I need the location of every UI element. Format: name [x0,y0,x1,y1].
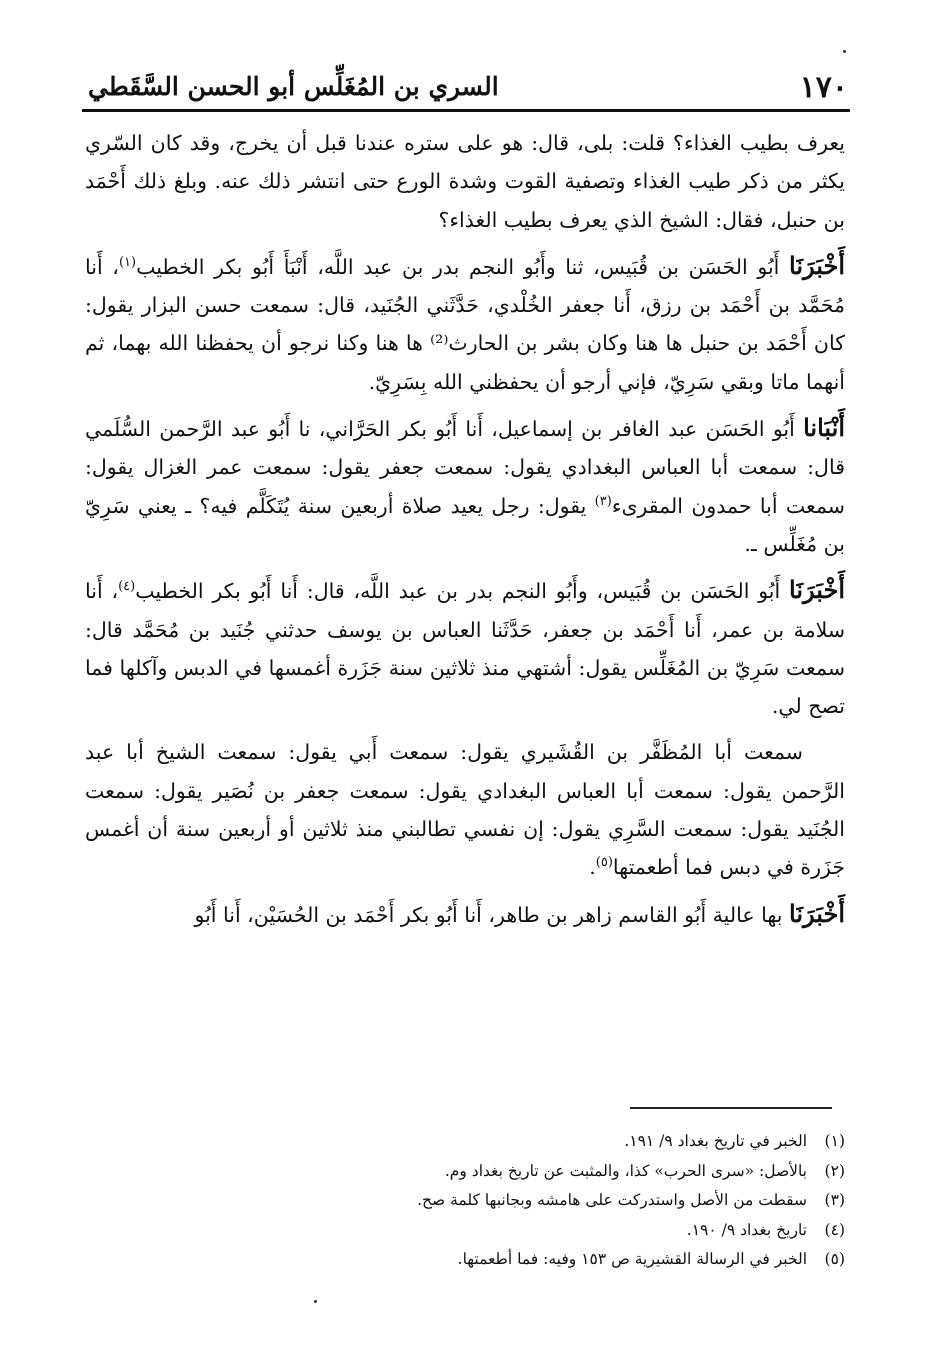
paragraph-text-tail: ، أَنا سلامة بن عمر، أَنا أَحْمَد بن جعفر، حَدَّثَنا العباس بن يوسف حدثني جُنَيد بن مُحَمَّد قال: سمعت سَرِيّ بن المُغَلِّس يقول: أشتهي منذ ثلاثين سنة جَزَرة أغمسها في الدبس وآكلها فما تصح لي. [85,579,845,719]
paragraph-1 [85,124,845,239]
paragraph-text-tail: يقول: رجل يعيد صلاة أربعين سنة يُتَكَلَّم فيه؟ ـ يعني سَرِيّ بن مُغَلِّس ـ. [85,493,845,556]
paragraph-text: أَبُو الحَسَن عبد الغافر بن إسماعيل، أَنا أَبُو بكر الحَرَّاني، نا أَبُو عبد الرَّحمن السُّلَمي قال: سمعت أبا العباس البغدادي يقول: سمعت جعفر يقول: سمعت عمر الغزال يقول: سمعت أبا حمدون المقرىء [85,417,845,518]
footnote-number: (٣) [824,1191,845,1209]
footnote-item [85,1186,845,1216]
footnotes [85,1127,845,1275]
paragraph-text: أَبُو الحَسَن بن قُبَيس، ثنا وأَبُو النجم بدر بن عبد اللَّه، أَنْبَأَ أَبُو بكر الخطيب [136,254,790,279]
paragraph-lead-word: أَخْبَرَنَا [789,575,845,605]
scan-speck [314,1300,317,1303]
paragraph-lead-word: أَخْبَرَنَا [789,898,845,928]
paragraph-lead-word: أَخْبَرَنَا [789,250,846,280]
footnote-ref: (١) [118,255,137,271]
footnote-text: سقطت من الأصل واستدركت على هامشه وبجانبها كلمة صح. [417,1191,807,1209]
footnote-separator [630,1107,832,1109]
paragraph-text-tail: ، أَنا مُحَمَّد بن أَحْمَد بن رزق، أَنا جعفر الخُلْدي، حَدَّثَني الجُنَيد، قال: سمعت حسن البزار يقول: كان أَحْمَد بن حنبل ها هنا وكان بشر بن الحارث⁽²⁾ ها هنا وكنا نرجو أن يحفظنا الله بهما، ثم أنهما ماتا وبقي سَرِيّ، فإني أرجو أن يحفظني الله بِسَرِيّ. [85,254,845,394]
footnote-item [85,1127,845,1157]
footnote-text: الخبر في الرسالة القشيرية ص ١٥٣ وفيه: فما أطعمتها. [457,1250,807,1268]
paragraph-lead-word: أَنْبَانا [803,413,845,443]
footnote-ref: (٤) [118,579,136,595]
footnote-item [85,1245,845,1275]
paragraph-text: أَبُو الحَسَن بن قُبَيس، وأَبُو النجم بدر بن عبد اللَّه، قال: أَنا أَبُو بكر الخطيب [135,579,790,604]
scan-speck [843,50,846,53]
paragraph-2 [85,247,845,401]
running-title: السري بن المُغَلِّس أبو الحسن السَّقَطي [88,72,499,101]
footnote-number: (٢) [824,1161,845,1180]
paragraph-text: سمعت أبا المُظَفَّر بن القُشَيري يقول: سمعت أَبي يقول: سمعت الشيخ أبا عبد الرَّحمن يقول: سمعت أبا العباس البغدادي يقول: سمعت جعفر بن نُصَير يقول: سمعت الجُنَيد يقول: سمعت السَّرِي يقول: إن نفسي تطالبني منذ ثلاثين أو أربعين سنة أن أغمس جَزَرة في دبس فما أطعمتها [85,740,845,880]
footnote-ref: (٥) [595,855,613,871]
header-rule [82,109,850,112]
page-header [88,66,848,106]
footnote-text: بالأصل: «سرى الحرب» كذا، والمثبت عن تاريخ بغداد وم. [444,1161,807,1180]
paragraph-4 [85,571,845,725]
footnote-ref: (٣) [594,493,612,509]
paragraph-text-tail: . [589,855,596,880]
footnote-text: الخبر في تاريخ بغداد ٩/ ١٩١. [624,1132,807,1150]
footnote-number: (١) [824,1132,845,1150]
paragraph-text: بها عالية أَبُو القاسم زاهر بن طاهر، أَنا أَبُو بكر أَحْمَد بن الحُسَيْن، أَنا أَبُو [194,902,790,927]
page-number: ١٧٠ [799,70,848,105]
paragraph-text: يعرف بطيب الغذاء؟ قلت: بلى، قال: هو على ستره عندنا قبل أن يخرج، وقد كان السّري يكثر من ذكر طيب الغذاء وتصفية القوت وشدة الورع حتى انتشر ذلك عنه. وبلغ ذلك أَحْمَد بن حنبل، فقال: الشيخ الذي يعرف بطيب الغذاء؟ [85,131,845,232]
footnote-item [85,1157,845,1187]
paragraph-5 [85,733,845,886]
footnote-item [85,1216,845,1246]
footnote-text: تاريخ بغداد ٩/ ١٩٠. [686,1220,807,1239]
footnote-number: (٥) [824,1250,845,1268]
paragraph-3 [85,409,845,563]
footnote-number: (٤) [824,1220,845,1239]
main-text [85,124,845,942]
paragraph-6 [85,895,845,934]
